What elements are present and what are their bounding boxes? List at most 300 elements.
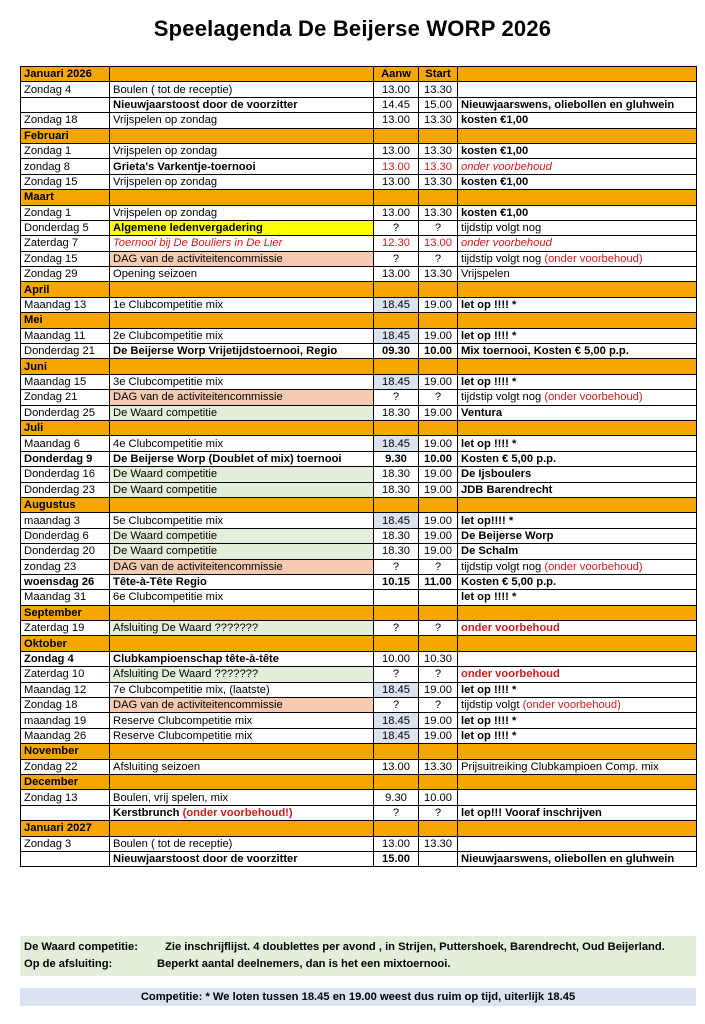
info-text: let op!!! Vooraf inschrijven — [461, 806, 602, 819]
event-row — [21, 851, 697, 866]
empty-cell — [419, 497, 458, 512]
aanw-time-cell: 18.45 — [374, 513, 419, 528]
start-time-cell: 19.00 — [419, 467, 458, 482]
footer-note: Competitie: * We loten tussen 18.45 en 19.00 weest dus ruim op tijd, uiterlijk 18.45 — [20, 988, 696, 1006]
aanw-time-cell: 18.30 — [374, 467, 419, 482]
note-label: De Waard competitie: — [24, 941, 138, 953]
date-cell: Zaterdag 7 — [21, 236, 110, 251]
event-cell — [110, 667, 374, 682]
event-row — [21, 220, 697, 235]
empty-cell — [419, 128, 458, 143]
date-cell: Donderdag 23 — [21, 482, 110, 497]
event-cell — [110, 236, 374, 251]
start-time-cell: ? — [419, 698, 458, 713]
aanw-time-cell: 15.00 — [374, 851, 419, 866]
event-row — [21, 805, 697, 820]
event-label: DAG van de activiteitencommissie — [113, 391, 283, 404]
event-row — [21, 559, 697, 574]
month-header-row — [21, 67, 697, 82]
info-cell — [458, 113, 697, 128]
date-cell: Zondag 22 — [21, 759, 110, 774]
start-time-cell: 13.30 — [419, 759, 458, 774]
info-cell — [458, 590, 697, 605]
info-cell — [458, 205, 697, 220]
start-time-cell: ? — [419, 621, 458, 636]
info-text: kosten €1,00 — [461, 175, 529, 188]
aanw-time-cell: 13.00 — [374, 267, 419, 282]
start-time-cell: 19.00 — [419, 544, 458, 559]
aanw-time-cell: 9.30 — [374, 451, 419, 466]
empty-cell — [374, 774, 419, 789]
aanw-time-cell: 13.00 — [374, 205, 419, 220]
date-cell: Zaterdag 19 — [21, 621, 110, 636]
month-label: Januari 2026 — [21, 67, 110, 82]
info-text: let op !!!! * — [461, 299, 517, 312]
info-cell — [458, 374, 697, 389]
info-cell — [458, 836, 697, 851]
info-text: tijdstip volgt nog — [461, 391, 542, 404]
empty-cell — [374, 282, 419, 297]
event-cell — [110, 851, 374, 866]
date-cell: Maandag 12 — [21, 682, 110, 697]
event-row — [21, 621, 697, 636]
month-label: Februari — [21, 128, 110, 143]
empty-cell — [458, 420, 697, 435]
event-row — [21, 759, 697, 774]
date-cell: Zondag 1 — [21, 205, 110, 220]
event-label: Clubkampioenschap tête-à-tête — [113, 653, 279, 666]
event-label: 4e Clubcompetitie mix — [113, 437, 224, 450]
event-label: Afsluiting De Waard ??????? — [113, 622, 259, 635]
aanw-time-cell: ? — [374, 805, 419, 820]
date-cell: maandag 19 — [21, 713, 110, 728]
empty-cell — [458, 313, 697, 328]
aanw-time-cell: 12.30 — [374, 236, 419, 251]
note-label: Op de afsluiting: — [24, 958, 113, 970]
info-cell — [458, 297, 697, 312]
event-label: De Waard competitie — [113, 406, 218, 419]
note-text: Beperkt aantal deelnemers, dan is het een mixtoernooi. — [157, 958, 451, 970]
empty-cell — [458, 744, 697, 759]
empty-cell — [419, 636, 458, 651]
aanw-time-cell: 13.00 — [374, 143, 419, 158]
info-text: Vrijspelen — [461, 268, 510, 281]
date-cell: Zondag 21 — [21, 390, 110, 405]
info-text: kosten €1,00 — [461, 145, 529, 158]
info-cell — [458, 328, 697, 343]
event-cell — [110, 513, 374, 528]
start-time-cell: ? — [419, 667, 458, 682]
info-note: (onder voorbehoud) — [544, 560, 643, 573]
event-label: 1e Clubcompetitie mix — [113, 299, 224, 312]
event-cell — [110, 759, 374, 774]
info-note: (onder voorbehoud) — [522, 699, 621, 712]
aanw-time-cell: 18.45 — [374, 297, 419, 312]
event-label: Reserve Clubcompetitie mix — [113, 714, 253, 727]
event-row — [21, 143, 697, 158]
date-cell: Donderdag 25 — [21, 405, 110, 420]
empty-cell — [374, 359, 419, 374]
month-label: April — [21, 282, 110, 297]
event-row — [21, 205, 697, 220]
start-time-cell: ? — [419, 805, 458, 820]
empty-cell — [419, 744, 458, 759]
info-text: let op !!!! * — [461, 714, 517, 727]
info-cell — [458, 713, 697, 728]
date-cell: Maandag 15 — [21, 374, 110, 389]
event-row — [21, 390, 697, 405]
event-label: De Waard competitie — [113, 468, 218, 481]
date-cell: Donderdag 20 — [21, 544, 110, 559]
event-cell — [110, 559, 374, 574]
aanw-time-cell: 18.45 — [374, 374, 419, 389]
info-cell — [458, 220, 697, 235]
aanw-time-cell: 10.15 — [374, 574, 419, 589]
start-time-cell: 10.00 — [419, 451, 458, 466]
event-label: Boulen ( tot de receptie) — [113, 837, 233, 850]
info-cell — [458, 651, 697, 666]
start-time-cell: 19.00 — [419, 374, 458, 389]
start-time-cell: 13.30 — [419, 205, 458, 220]
date-cell: Zondag 1 — [21, 143, 110, 158]
date-cell: Maandag 31 — [21, 590, 110, 605]
date-cell: Maandag 6 — [21, 436, 110, 451]
event-cell — [110, 328, 374, 343]
empty-cell — [110, 313, 374, 328]
date-cell: Donderdag 21 — [21, 344, 110, 359]
empty-cell — [419, 313, 458, 328]
empty-cell — [374, 744, 419, 759]
event-cell — [110, 651, 374, 666]
info-cell — [458, 267, 697, 282]
event-cell — [110, 113, 374, 128]
info-cell — [458, 544, 697, 559]
empty-cell — [110, 359, 374, 374]
month-header-row — [21, 190, 697, 205]
info-cell — [458, 405, 697, 420]
event-cell — [110, 344, 374, 359]
aanw-time-cell: 10.00 — [374, 651, 419, 666]
info-cell — [458, 682, 697, 697]
date-cell: Zondag 18 — [21, 113, 110, 128]
info-text: onder voorbehoud — [461, 237, 552, 250]
month-label: Oktober — [21, 636, 110, 651]
info-cell — [458, 528, 697, 543]
aanw-time-cell: 13.00 — [374, 759, 419, 774]
start-time-cell: 13.30 — [419, 159, 458, 174]
date-cell: zondag 23 — [21, 559, 110, 574]
event-cell — [110, 390, 374, 405]
event-cell — [110, 698, 374, 713]
info-text: let op!!!! * — [461, 514, 514, 527]
event-label: DAG van de activiteitencommissie — [113, 252, 283, 265]
empty-cell — [110, 744, 374, 759]
event-label: Opening seizoen — [113, 268, 197, 281]
event-label: Tête-à-Tête Regio — [113, 576, 207, 589]
event-note: (onder voorbehoud!) — [182, 806, 293, 819]
info-cell — [458, 851, 697, 866]
date-cell: zondag 8 — [21, 159, 110, 174]
event-cell — [110, 590, 374, 605]
month-label: November — [21, 744, 110, 759]
event-label: Boulen ( tot de receptie) — [113, 83, 233, 96]
event-row — [21, 297, 697, 312]
empty-cell — [458, 497, 697, 512]
month-header-row — [21, 497, 697, 512]
start-time-cell: 19.00 — [419, 328, 458, 343]
event-cell — [110, 297, 374, 312]
event-label: Grieta's Varkentje-toernooi — [113, 160, 256, 173]
event-label: 5e Clubcompetitie mix — [113, 514, 224, 527]
date-cell: woensdag 26 — [21, 574, 110, 589]
empty-cell — [110, 128, 374, 143]
info-cell — [458, 174, 697, 189]
event-cell — [110, 174, 374, 189]
start-time-cell: 13.30 — [419, 143, 458, 158]
date-cell: Donderdag 9 — [21, 451, 110, 466]
date-cell: Maandag 11 — [21, 328, 110, 343]
month-header-row — [21, 636, 697, 651]
info-text: onder voorbehoud — [461, 622, 560, 635]
event-row — [21, 344, 697, 359]
start-time-cell — [419, 851, 458, 866]
start-time-cell: ? — [419, 220, 458, 235]
event-row — [21, 790, 697, 805]
start-time-cell — [419, 590, 458, 605]
start-time-cell: 19.00 — [419, 436, 458, 451]
empty-cell — [374, 190, 419, 205]
start-time-cell: 19.00 — [419, 513, 458, 528]
aanw-time-cell: 18.45 — [374, 682, 419, 697]
info-text: Nieuwjaarswens, oliebollen en gluhwein — [461, 98, 675, 111]
empty-cell — [419, 420, 458, 435]
aanw-time-cell: ? — [374, 667, 419, 682]
info-text: Kosten € 5,00 p.p. — [461, 576, 557, 589]
info-text: let op !!!! * — [461, 591, 517, 604]
info-cell — [458, 159, 697, 174]
event-row — [21, 574, 697, 589]
event-label: 6e Clubcompetitie mix — [113, 591, 224, 604]
start-time-cell: 19.00 — [419, 482, 458, 497]
event-row — [21, 328, 697, 343]
event-cell — [110, 790, 374, 805]
aanw-time-cell — [374, 590, 419, 605]
empty-cell — [419, 359, 458, 374]
event-cell — [110, 436, 374, 451]
info-text: De Ijsboulers — [461, 468, 532, 481]
info-cell — [458, 344, 697, 359]
info-text: let op !!!! * — [461, 437, 517, 450]
info-text: let op !!!! * — [461, 729, 517, 742]
event-row — [21, 482, 697, 497]
start-time-cell: 13.30 — [419, 836, 458, 851]
empty-cell — [458, 605, 697, 620]
info-text: Mix toernooi, Kosten € 5,00 p.p. — [461, 345, 629, 358]
empty-cell — [458, 282, 697, 297]
note-text: Zie inschrijflijst. 4 doublettes per avond , in Strijen, Puttershoek, Barendrecht, Oud Beijerland. — [165, 941, 665, 953]
aanw-time-cell: 18.45 — [374, 728, 419, 743]
month-header-row — [21, 420, 697, 435]
info-cell — [458, 667, 697, 682]
event-label: DAG van de activiteitencommissie — [113, 560, 283, 573]
info-text: Ventura — [461, 406, 503, 419]
event-cell — [110, 143, 374, 158]
aanw-time-cell: 18.45 — [374, 713, 419, 728]
date-cell: Zondag 15 — [21, 174, 110, 189]
aanw-time-cell: ? — [374, 698, 419, 713]
event-cell — [110, 97, 374, 112]
event-label: 3e Clubcompetitie mix — [113, 376, 224, 388]
empty-cell — [419, 282, 458, 297]
info-cell — [458, 390, 697, 405]
info-text: let op !!!! * — [461, 329, 517, 342]
month-header-row — [21, 605, 697, 620]
month-label: Juli — [21, 420, 110, 435]
info-text: tijdstip volgt nog — [461, 252, 542, 265]
aanw-time-cell: 18.45 — [374, 328, 419, 343]
month-label: Augustus — [21, 497, 110, 512]
empty-cell — [110, 190, 374, 205]
aanw-time-cell: ? — [374, 220, 419, 235]
empty-cell — [374, 636, 419, 651]
event-cell — [110, 374, 374, 389]
event-label: Reserve Clubcompetitie mix — [113, 729, 253, 742]
month-header-row — [21, 821, 697, 836]
event-row — [21, 836, 697, 851]
empty-cell — [419, 821, 458, 836]
aanw-time-cell: ? — [374, 621, 419, 636]
event-cell — [110, 544, 374, 559]
empty-cell — [374, 497, 419, 512]
event-label: Nieuwjaarstoost door de voorzitter — [113, 853, 298, 866]
event-row — [21, 467, 697, 482]
event-label: De Waard competitie — [113, 529, 218, 542]
empty-cell — [458, 636, 697, 651]
event-label: Vrijspelen op zondag — [113, 145, 218, 158]
aanw-time-cell: 13.00 — [374, 174, 419, 189]
event-row — [21, 528, 697, 543]
event-row — [21, 267, 697, 282]
start-time-cell: 11.00 — [419, 574, 458, 589]
aanw-time-cell: 18.45 — [374, 436, 419, 451]
aanw-time-cell: ? — [374, 559, 419, 574]
empty-cell — [374, 420, 419, 435]
info-cell — [458, 621, 697, 636]
empty-cell — [110, 282, 374, 297]
date-cell: Zondag 4 — [21, 82, 110, 97]
event-label: De Waard competitie — [113, 545, 218, 558]
info-text: tijdstip volgt nog — [461, 222, 542, 235]
info-note: (onder voorbehoud) — [544, 391, 643, 404]
event-label: De Beijerse Worp (Doublet of mix) toernooi — [113, 452, 342, 465]
info-text: tijdstip volgt nog — [461, 560, 542, 573]
empty-cell — [110, 821, 374, 836]
info-text: kosten €1,00 — [461, 114, 529, 127]
date-cell: Zondag 13 — [21, 790, 110, 805]
date-cell — [21, 805, 110, 820]
date-cell: Donderdag 16 — [21, 467, 110, 482]
event-cell — [110, 159, 374, 174]
page-title: Speelagenda De Beijerse WORP 2026 — [153, 16, 552, 41]
event-cell — [110, 682, 374, 697]
event-row — [21, 251, 697, 266]
info-text: tijdstip volgt — [461, 699, 520, 712]
event-label: Boulen, vrij spelen, mix — [113, 791, 229, 804]
start-time-cell: 10.00 — [419, 344, 458, 359]
info-text: kosten €1,00 — [461, 206, 529, 219]
info-text: Nieuwjaarswens, oliebollen en gluhwein — [461, 853, 675, 866]
info-cell — [458, 436, 697, 451]
empty-cell — [374, 128, 419, 143]
event-row — [21, 451, 697, 466]
event-row — [21, 728, 697, 743]
info-cell — [458, 698, 697, 713]
event-cell — [110, 405, 374, 420]
month-header-row — [21, 359, 697, 374]
event-cell — [110, 836, 374, 851]
aanw-time-cell: 13.00 — [374, 113, 419, 128]
info-text: onder voorbehoud — [461, 160, 552, 173]
event-row — [21, 698, 697, 713]
event-label: Vrijspelen op zondag — [113, 114, 218, 127]
event-row — [21, 713, 697, 728]
empty-cell — [374, 821, 419, 836]
empty-cell — [374, 605, 419, 620]
info-cell — [458, 467, 697, 482]
start-time-cell: 10.30 — [419, 651, 458, 666]
event-cell — [110, 574, 374, 589]
info-cell — [458, 236, 697, 251]
info-cell — [458, 559, 697, 574]
aanw-time-cell: 18.30 — [374, 405, 419, 420]
event-row — [21, 82, 697, 97]
start-time-cell: 19.00 — [419, 297, 458, 312]
info-cell — [458, 451, 697, 466]
empty-cell — [110, 774, 374, 789]
event-row — [21, 436, 697, 451]
month-header-row — [21, 128, 697, 143]
event-row — [21, 174, 697, 189]
month-label: Januari 2027 — [21, 821, 110, 836]
event-cell — [110, 621, 374, 636]
info-text: JDB Barendrecht — [461, 483, 553, 496]
info-cell — [458, 67, 697, 82]
info-cell — [458, 728, 697, 743]
month-header-row — [21, 774, 697, 789]
aanw-time-cell: 13.00 — [374, 159, 419, 174]
event-label: 7e Clubcompetitie mix, (laatste) — [113, 683, 270, 696]
month-header-row — [21, 313, 697, 328]
month-label: December — [21, 774, 110, 789]
event-row — [21, 405, 697, 420]
date-cell: Zondag 15 — [21, 251, 110, 266]
aanw-time-cell: 18.30 — [374, 528, 419, 543]
empty-cell — [458, 190, 697, 205]
aanw-time-cell: 13.00 — [374, 836, 419, 851]
date-cell: Zondag 29 — [21, 267, 110, 282]
date-cell: Zaterdag 10 — [21, 667, 110, 682]
start-time-cell: 19.00 — [419, 728, 458, 743]
info-cell — [458, 805, 697, 820]
event-cell — [110, 805, 374, 820]
event-row — [21, 651, 697, 666]
event-cell — [110, 82, 374, 97]
event-row — [21, 682, 697, 697]
month-label: Maart — [21, 190, 110, 205]
notes-box — [20, 936, 696, 976]
column-header-start: Start — [419, 67, 458, 82]
aanw-time-cell: 13.00 — [374, 82, 419, 97]
